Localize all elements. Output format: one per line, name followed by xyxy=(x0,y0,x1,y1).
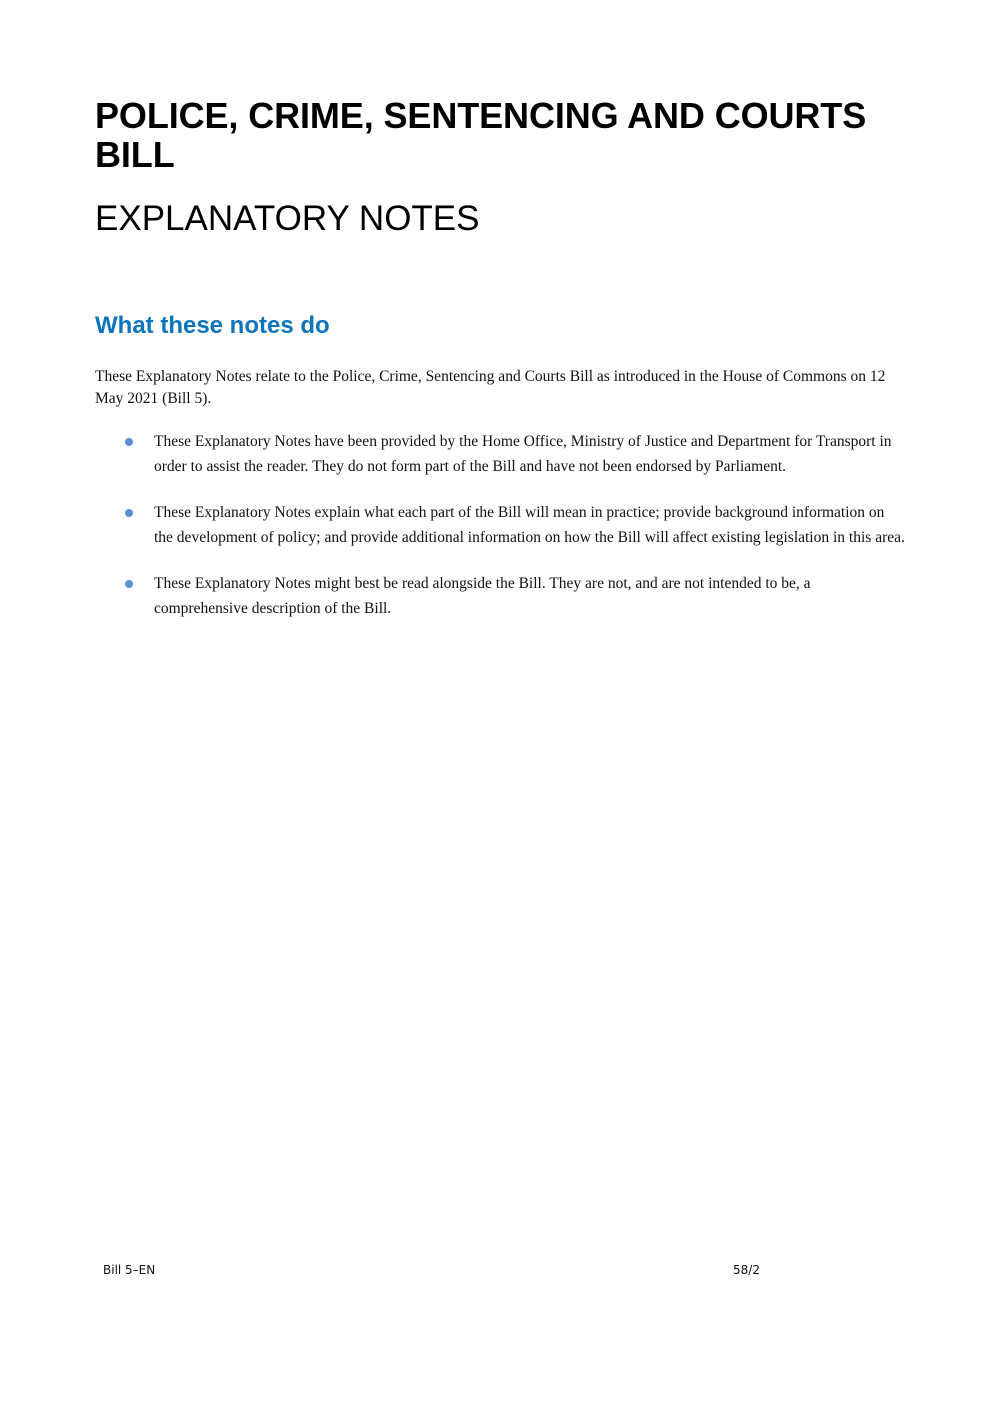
section-heading: What these notes do xyxy=(95,312,330,339)
document-title: POLICE, CRIME, SENTENCING AND COURTS BILL xyxy=(95,95,867,175)
footer-page-reference: 58/2 xyxy=(733,1263,760,1277)
bullet-dot-icon xyxy=(125,509,133,517)
intro-paragraph: These Explanatory Notes relate to the Police, Crime, Sentencing and Courts Bill as introduced in the House of Commons on 12 May 2021 (Bill 5). xyxy=(95,368,886,407)
document-subtitle: EXPLANATORY NOTES xyxy=(95,199,480,238)
footer-bill-reference: Bill 5–EN xyxy=(103,1263,156,1277)
bullet-item xyxy=(95,429,905,479)
bullet-dot-icon xyxy=(125,580,133,588)
bullet-item xyxy=(95,500,905,550)
bullet-list xyxy=(95,429,905,642)
bullet-item xyxy=(95,571,905,621)
bullet-dot-icon xyxy=(125,438,133,446)
bullet-text: These Explanatory Notes might best be read alongside the Bill. They are not, and are not intended to be, a comprehensive description of the Bill. xyxy=(154,575,811,617)
bullet-text: These Explanatory Notes explain what each part of the Bill will mean in practice; provide background information on the development of policy; and provide additional information on how the Bill will affect existing legislation in this area. xyxy=(154,504,905,546)
bullet-text: These Explanatory Notes have been provided by the Home Office, Ministry of Justice and Department for Transport in order to assist the reader. They do not form part of the Bill and have not been endorsed by Parliament. xyxy=(154,433,892,475)
